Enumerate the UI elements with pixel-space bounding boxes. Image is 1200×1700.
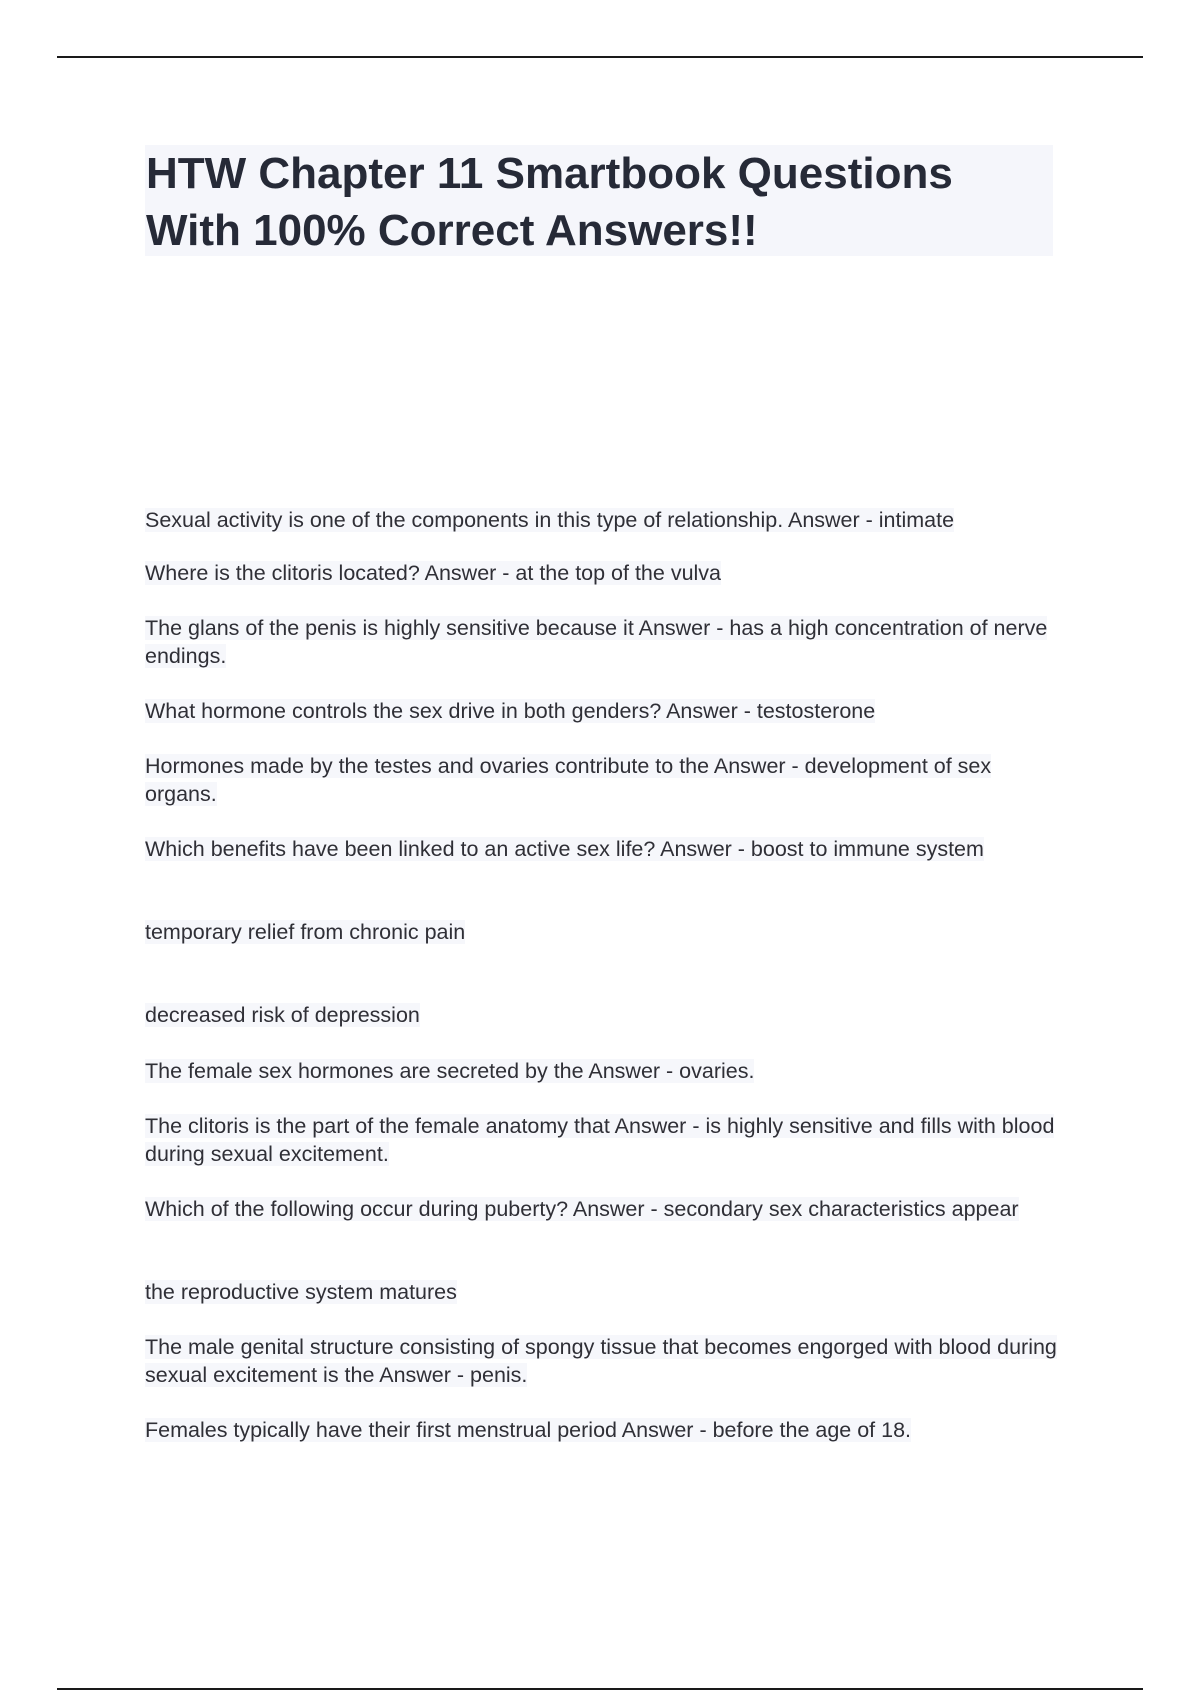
qa-item: the reproductive system matures — [145, 1280, 457, 1304]
top-rule — [57, 56, 1143, 58]
qa-item: The clitoris is the part of the female anatomy that Answer - is highly sensitive and fills with blood during sexual excitement. — [145, 1114, 1055, 1166]
qa-item: The male genital structure consisting of spongy tissue that becomes engorged with blood during sexual excitement is the Answer - penis. — [145, 1335, 1057, 1387]
qa-list — [145, 506, 1065, 1444]
qa-item: The glans of the penis is highly sensitive because it Answer - has a high concentration of nerve endings. — [145, 616, 1048, 668]
qa-item: Hormones made by the testes and ovaries contribute to the Answer - development of sex organs. — [145, 754, 992, 806]
qa-item: temporary relief from chronic pain — [145, 920, 466, 944]
qa-item: decreased risk of depression — [145, 1003, 420, 1027]
qa-item: What hormone controls the sex drive in both genders? Answer - testosterone — [145, 699, 876, 723]
title-line-1: HTW Chapter 11 Smartbook Questions — [146, 149, 953, 198]
qa-item: The female sex hormones are secreted by the Answer - ovaries. — [145, 1059, 755, 1083]
qa-item: Sexual activity is one of the components in this type of relationship. Answer - intimate — [145, 508, 955, 532]
qa-item: Which of the following occur during puberty? Answer - secondary sex characteristics appear — [145, 1197, 1019, 1221]
qa-item: Females typically have their first menstrual period Answer - before the age of 18. — [145, 1418, 912, 1442]
bottom-rule — [57, 1688, 1143, 1690]
qa-item: Which benefits have been linked to an active sex life? Answer - boost to immune system — [145, 837, 984, 861]
qa-item: Where is the clitoris located? Answer - at the top of the vulva — [145, 561, 722, 585]
title-line-2: With 100% Correct Answers!! — [146, 206, 758, 255]
document-title — [145, 145, 1053, 256]
